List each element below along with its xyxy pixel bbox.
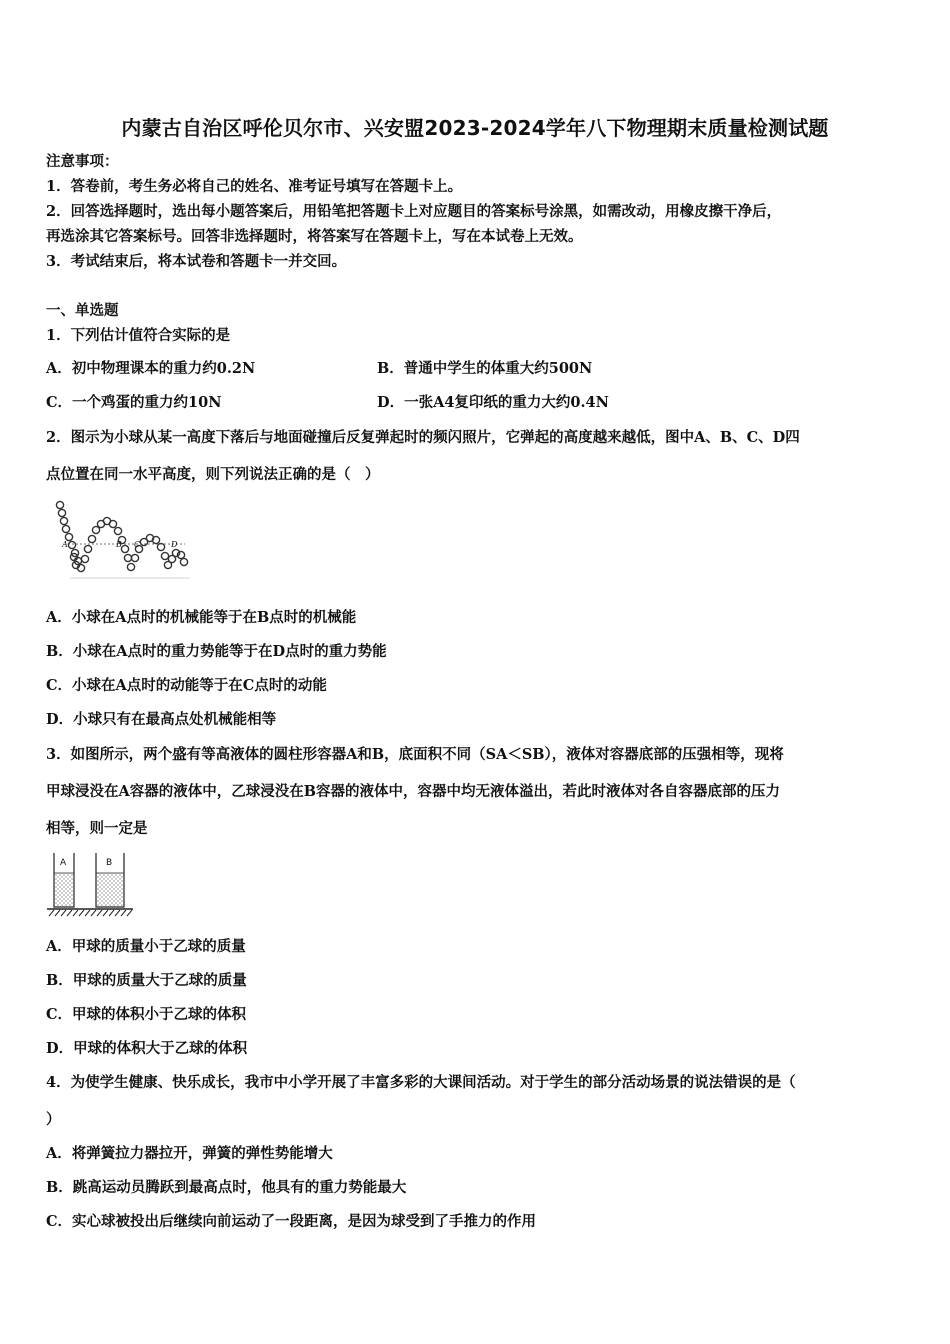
containers-figure [45, 848, 137, 918]
q4-option-b: B．跳高运动员腾跃到最高点时，他具有的重力势能最大 [46, 1179, 407, 1196]
q1-option-d: D．一张A4复印纸的重力大约0.4N [377, 394, 609, 411]
bouncing-ball-figure [50, 495, 195, 585]
q4-stem-line1: 4．为使学生健康、快乐成长，我市中小学开展了丰富多彩的大课间活动。对于学生的部分活动场景的说法错误的是（ [46, 1074, 796, 1091]
q4-stem-line2: ） [46, 1111, 61, 1128]
page-title: 内蒙古自治区呼伦贝尔市、兴安盟2023-2024学年八下物理期末质量检测试题 [121, 116, 829, 140]
q3-option-d: D．甲球的体积大于乙球的体积 [46, 1040, 248, 1057]
q1-stem: 1．下列估计值符合实际的是 [46, 327, 231, 344]
notice-item: 1．答卷前，考生务必将自己的姓名、准考证号填写在答题卡上。 [46, 178, 463, 195]
q2-stem-line1: 2．图示为小球从某一高度下落后与地面碰撞后反复弹起时的频闪照片，它弹起的高度越来越低，图中A、B、C、D四 [46, 429, 800, 446]
notice-heading: 注意事项： [46, 153, 119, 170]
q2-stem-line2: 点位置在同一水平高度，则下列说法正确的是（ ） [46, 466, 380, 483]
container-b [96, 853, 124, 907]
q3-option-c: C．甲球的体积小于乙球的体积 [46, 1006, 247, 1023]
point-label: A [62, 540, 68, 549]
q3-stem-line2: 甲球浸没在A容器的液体中，乙球浸没在B容器的液体中，容器中均无液体溢出，若此时液体对各自容器底部的压力 [46, 783, 781, 800]
notice-item: 再选涂其它答案标号。回答非选择题时，将答案写在答题卡上，写在本试卷上无效。 [46, 228, 583, 245]
q3-stem-line1: 3．如图所示，两个盛有等高液体的圆柱形容器A和B，底面积不同（SA＜SB），液体对容器底部的压强相等，现将 [46, 746, 784, 763]
container-a [54, 853, 74, 907]
point-label: B [116, 540, 122, 549]
container-b-label: B [106, 858, 113, 868]
q1-option-b: B．普通中学生的体重大约500N [377, 360, 593, 377]
notice-item: 2．回答选择题时，选出每小题答案后，用铅笔把答题卡上对应题目的答案标号涂黑，如需改动，用橡皮擦干净后， [46, 203, 782, 220]
q4-option-a: A．将弹簧拉力器拉开，弹簧的弹性势能增大 [46, 1145, 333, 1162]
notice-item: 3．考试结束后，将本试卷和答题卡一并交回。 [46, 253, 347, 270]
q1-option-a: A．初中物理课本的重力约0.2N [46, 360, 256, 377]
q2-option-b: B．小球在A点时的重力势能等于在D点时的重力势能 [46, 643, 387, 660]
q2-option-d: D．小球只有在最高点处机械能相等 [46, 711, 277, 728]
q3-stem-line3: 相等，则一定是 [46, 820, 148, 837]
point-label: D [171, 540, 178, 549]
ground-hatch [47, 909, 133, 916]
ball-trail [56, 501, 187, 571]
q2-option-a: A．小球在A点时的机械能等于在B点时的机械能 [46, 609, 357, 626]
section-heading: 一、单选题 [46, 302, 119, 319]
q2-option-c: C．小球在A点时的动能等于在C点时的动能 [46, 677, 327, 694]
q3-option-b: B．甲球的质量大于乙球的质量 [46, 972, 247, 989]
q3-option-a: A．甲球的质量小于乙球的质量 [46, 938, 246, 955]
container-a-label: A [60, 858, 67, 868]
q1-option-c: C．一个鸡蛋的重力约10N [46, 394, 222, 411]
point-label: C [134, 540, 141, 549]
q4-option-c: C．实心球被投出后继续向前运动了一段距离，是因为球受到了手推力的作用 [46, 1213, 537, 1230]
